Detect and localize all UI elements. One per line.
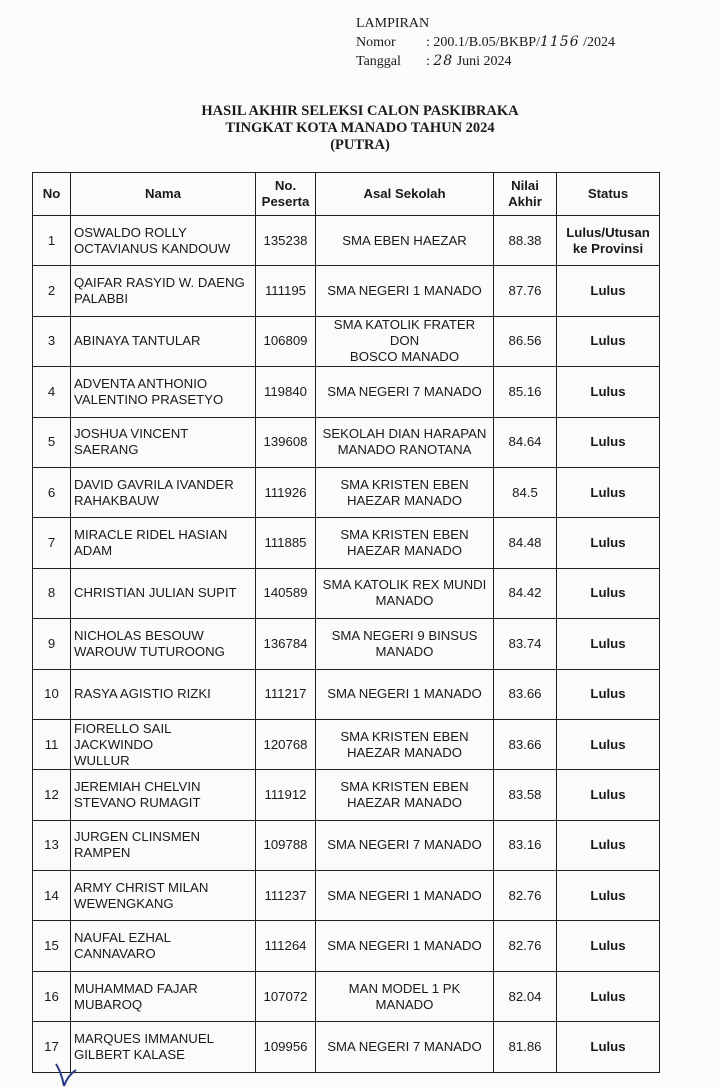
cell-sekolah-line-1: SMA NEGERI 1 MANADO: [327, 887, 482, 903]
cell-status: [557, 568, 660, 618]
table-row: [33, 1022, 660, 1072]
cell-sekolah: [316, 871, 494, 921]
cell-peserta-line-1: 107072: [263, 988, 308, 1004]
cell-nama-line-2: GILBERT KALASE: [74, 1046, 185, 1062]
cell-no: [33, 266, 71, 316]
header-nama: Nama: [71, 173, 256, 216]
cell-no: [33, 619, 71, 669]
cell-status-line-1: Lulus: [590, 1038, 626, 1054]
cell-status-line-1: Lulus: [590, 988, 626, 1004]
cell-peserta-line-1: 111237: [264, 887, 307, 903]
cell-nama: [71, 266, 256, 316]
cell-sekolah-line-1: SMA KRISTEN EBEN: [340, 778, 469, 794]
cell-nilai-line-1: 83.66: [508, 736, 542, 752]
cell-status: [557, 619, 660, 669]
cell-nama-line-1: NAUFAL EZHAL CANNAVARO: [74, 930, 171, 962]
table-row: [33, 216, 660, 266]
cell-nilai-line-1: 84.64: [508, 434, 542, 450]
cell-nilai-line-1: 83.66: [508, 686, 542, 702]
cell-peserta-line-1: 111195: [264, 283, 307, 299]
table-row: [33, 770, 660, 820]
pen-mark-icon: [52, 1062, 78, 1088]
cell-nilai: [494, 417, 557, 467]
cell-status: [557, 367, 660, 417]
title-line-1: HASIL AKHIR SELEKSI CALON PASKIBRAKA: [201, 103, 519, 119]
cell-no-line-1: 6: [47, 484, 56, 500]
cell-no-line-1: 1: [47, 232, 56, 248]
cell-nilai-line-1: 85.16: [508, 383, 542, 399]
cell-peserta-line-1: 119840: [263, 383, 308, 399]
table-row: [33, 417, 660, 467]
table-row: [33, 568, 660, 618]
cell-status-line-1: Lulus: [590, 887, 626, 903]
cell-status: [557, 669, 660, 719]
cell-peserta: [256, 971, 316, 1021]
results-table: [32, 172, 660, 1073]
cell-status: [557, 417, 660, 467]
cell-no-line-1: 5: [47, 434, 56, 450]
cell-nilai-line-1: 87.76: [508, 283, 542, 299]
cell-status-line-1: Lulus: [590, 635, 626, 651]
cell-nama: [71, 1022, 256, 1072]
cell-status: [557, 871, 660, 921]
header-nilai-line-1: Nilai: [511, 178, 539, 193]
cell-nama-line-1: ADVENTA ANTHONIO: [74, 375, 208, 391]
cell-no-line-1: 13: [44, 837, 59, 853]
tanggal-prefix: :: [426, 54, 434, 69]
cell-no: [33, 871, 71, 921]
cell-peserta-line-1: 109956: [263, 1038, 308, 1054]
cell-nilai: [494, 971, 557, 1021]
cell-sekolah: [316, 216, 494, 266]
cell-peserta: [256, 216, 316, 266]
table-row: [33, 719, 660, 769]
cell-status-line-1: Lulus: [590, 837, 626, 853]
cell-no: [33, 467, 71, 517]
cell-nama-line-2: VALENTINO PRASETYO: [74, 391, 224, 407]
cell-peserta: [256, 266, 316, 316]
cell-no-line-1: 12: [44, 786, 59, 802]
header-nilai-line-2: Akhir: [508, 194, 542, 209]
cell-peserta-line-1: 111264: [264, 938, 307, 954]
cell-no-line-1: 17: [44, 1038, 59, 1054]
cell-no-line-1: 3: [47, 333, 56, 349]
table-row: [33, 871, 660, 921]
cell-no: [33, 820, 71, 870]
cell-peserta-line-1: 135238: [263, 232, 308, 248]
cell-status-line-1: Lulus: [590, 484, 626, 500]
cell-peserta: [256, 518, 316, 568]
header-sekolah: Asal Sekolah: [316, 173, 494, 216]
table-row: [33, 971, 660, 1021]
cell-nama-line-2: MUBAROQ: [74, 996, 143, 1012]
cell-nama-line-1: JOSHUA VINCENT SAERANG: [74, 426, 189, 458]
cell-nama-line-2: WAROUW TUTUROONG: [74, 643, 225, 659]
cell-nama: [71, 568, 256, 618]
cell-status-line-1: Lulus: [590, 383, 626, 399]
cell-nilai-line-1: 84.5: [512, 484, 538, 500]
cell-nilai: [494, 871, 557, 921]
table-row: [33, 669, 660, 719]
cell-nama-line-2: ADAM: [74, 543, 113, 559]
cell-nama: [71, 417, 256, 467]
cell-peserta-line-1: 109788: [263, 837, 308, 853]
cell-peserta: [256, 619, 316, 669]
cell-nilai: [494, 216, 557, 266]
table-row: [33, 820, 660, 870]
cell-nilai-line-1: 82.76: [508, 887, 542, 903]
cell-nilai: [494, 770, 557, 820]
cell-sekolah-line-1: SMA KRISTEN EBEN: [340, 728, 469, 744]
cell-nama: [71, 367, 256, 417]
attachment-title: LAMPIRAN: [356, 16, 430, 31]
cell-no-line-1: 10: [44, 686, 59, 702]
cell-peserta-line-1: 111217: [264, 686, 307, 702]
cell-nama: [71, 770, 256, 820]
cell-status-line-2: ke Provinsi: [572, 240, 644, 256]
cell-nilai: [494, 316, 557, 366]
cell-status: [557, 467, 660, 517]
cell-status: [557, 770, 660, 820]
cell-sekolah-line-1: SMA NEGERI 9 BINSUS: [331, 627, 478, 643]
cell-nama-line-1: RASYA AGISTIO RIZKI: [74, 686, 211, 702]
cell-peserta: [256, 1022, 316, 1072]
table-row: [33, 921, 660, 971]
tanggal-row: [356, 52, 615, 71]
cell-peserta-line-1: 111926: [264, 484, 307, 500]
cell-sekolah: [316, 770, 494, 820]
cell-nilai-line-1: 84.42: [508, 585, 542, 601]
cell-no: [33, 568, 71, 618]
cell-sekolah-line-2: HAEZAR MANADO: [346, 744, 463, 760]
cell-nama-line-1: NICHOLAS BESOUW: [74, 627, 204, 643]
cell-nilai-line-1: 83.16: [508, 837, 542, 853]
cell-nama: [71, 820, 256, 870]
cell-sekolah: [316, 568, 494, 618]
cell-nama-line-1: MARQUES IMMANUEL: [74, 1030, 214, 1046]
table-header-row: [33, 173, 660, 216]
cell-no: [33, 417, 71, 467]
cell-nama-line-1: MUHAMMAD FAJAR: [74, 980, 198, 996]
cell-sekolah: [316, 367, 494, 417]
cell-no: [33, 921, 71, 971]
cell-peserta: [256, 417, 316, 467]
nomor-row: [356, 33, 615, 52]
cell-sekolah-line-1: SEKOLAH DIAN HARAPAN: [322, 426, 487, 442]
cell-nama: [71, 619, 256, 669]
cell-no: [33, 719, 71, 769]
cell-sekolah: [316, 669, 494, 719]
header-status: Status: [557, 173, 660, 216]
cell-sekolah: [316, 820, 494, 870]
cell-sekolah: [316, 518, 494, 568]
cell-peserta-line-1: 140589: [263, 585, 308, 601]
cell-nama: [71, 467, 256, 517]
cell-sekolah: [316, 971, 494, 1021]
cell-sekolah-line-1: SMA KRISTEN EBEN: [340, 476, 469, 492]
cell-sekolah-line-2: HAEZAR MANADO: [346, 794, 463, 810]
cell-status: [557, 216, 660, 266]
cell-nama: [71, 518, 256, 568]
nomor-prefix: : 200.1/B.05/BKBP/: [426, 35, 540, 50]
cell-status-line-1: Lulus: [590, 585, 626, 601]
cell-sekolah-line-2: MANADO: [375, 996, 434, 1012]
table-row: [33, 367, 660, 417]
cell-nama: [71, 316, 256, 366]
cell-nama-line-1: JEREMIAH CHELVIN: [74, 778, 201, 794]
cell-nama-line-1: CHRISTIAN JULIAN SUPIT: [74, 585, 237, 601]
cell-sekolah: [316, 316, 494, 366]
cell-sekolah-line-2: BOSCO MANADO: [349, 349, 460, 365]
cell-no: [33, 316, 71, 366]
cell-nilai: [494, 266, 557, 316]
cell-status-line-1: Lulus: [590, 434, 626, 450]
cell-no-line-1: 7: [47, 535, 56, 551]
cell-sekolah-line-1: SMA EBEN HAEZAR: [342, 232, 467, 248]
cell-sekolah-line-1: SMA NEGERI 7 MANADO: [327, 383, 482, 399]
cell-nama: [71, 871, 256, 921]
nomor-suffix: /2024: [579, 35, 615, 50]
cell-peserta: [256, 820, 316, 870]
cell-status: [557, 316, 660, 366]
cell-sekolah-line-1: SMA KATOLIK FRATER DON: [333, 317, 476, 349]
cell-nilai: [494, 820, 557, 870]
cell-sekolah-line-1: SMA NEGERI 7 MANADO: [327, 1038, 482, 1054]
cell-sekolah: [316, 719, 494, 769]
header-no: No: [33, 173, 71, 216]
cell-peserta: [256, 367, 316, 417]
tanggal-suffix: Juni 2024: [453, 54, 512, 69]
cell-sekolah: [316, 1022, 494, 1072]
cell-nama: [71, 216, 256, 266]
cell-peserta-line-1: 111912: [264, 786, 307, 802]
header-peserta: [256, 173, 316, 216]
cell-no-line-1: 8: [47, 585, 56, 601]
cell-sekolah: [316, 266, 494, 316]
header-peserta-line-2: Peserta: [261, 194, 310, 209]
cell-nilai-line-1: 82.04: [508, 988, 542, 1004]
cell-nama-line-2: WULLUR: [74, 752, 130, 768]
cell-status: [557, 921, 660, 971]
cell-nama-line-2: OCTAVIANUS KANDOUW: [74, 240, 231, 256]
cell-sekolah-line-1: SMA NEGERI 1 MANADO: [327, 283, 482, 299]
cell-peserta: [256, 921, 316, 971]
document-title: [0, 103, 720, 154]
cell-nilai-line-1: 86.56: [508, 333, 542, 349]
cell-nama-line-1: OSWALDO ROLLY: [74, 224, 187, 240]
cell-sekolah-line-2: HAEZAR MANADO: [346, 492, 463, 508]
cell-nama: [71, 669, 256, 719]
cell-nilai-line-1: 83.58: [508, 786, 542, 802]
tanggal-value: [426, 52, 512, 71]
cell-nilai: [494, 518, 557, 568]
cell-sekolah: [316, 619, 494, 669]
cell-sekolah-line-1: SMA NEGERI 1 MANADO: [327, 686, 482, 702]
cell-status: [557, 719, 660, 769]
cell-nilai-line-1: 81.86: [508, 1038, 542, 1054]
header-peserta-line-1: No.: [274, 178, 297, 193]
cell-sekolah-line-2: MANADO RANOTANA: [337, 442, 472, 458]
cell-nama-line-2: STEVANO RUMAGIT: [74, 794, 201, 810]
cell-nama-line-2: PALABBI: [74, 291, 128, 307]
cell-sekolah: [316, 467, 494, 517]
cell-nilai: [494, 921, 557, 971]
cell-nama-line-1: ARMY CHRIST MILAN: [74, 879, 209, 895]
cell-no-line-1: 15: [44, 938, 59, 954]
tanggal-label: Tanggal: [356, 54, 401, 69]
nomor-value: [426, 33, 615, 52]
cell-peserta: [256, 719, 316, 769]
cell-status-line-1: Lulus: [590, 938, 626, 954]
attachment-header: [356, 14, 615, 71]
nomor-label: Nomor: [356, 35, 396, 50]
table-row: [33, 316, 660, 366]
cell-status-line-1: Lulus: [590, 333, 626, 349]
cell-nilai: [494, 719, 557, 769]
cell-sekolah: [316, 417, 494, 467]
cell-no-line-1: 11: [44, 736, 59, 752]
table-body: [33, 216, 660, 1073]
cell-sekolah-line-2: HAEZAR MANADO: [346, 543, 463, 559]
cell-nama-line-1: MIRACLE RIDEL HASIAN: [74, 527, 228, 543]
cell-status: [557, 1022, 660, 1072]
cell-no-line-1: 9: [47, 635, 56, 651]
cell-nilai: [494, 367, 557, 417]
cell-nama-line-1: ABINAYA TANTULAR: [74, 333, 201, 349]
cell-nilai: [494, 1022, 557, 1072]
cell-status: [557, 518, 660, 568]
title-line-3: (PUTRA): [330, 137, 390, 153]
cell-status: [557, 266, 660, 316]
cell-no-line-1: 4: [47, 383, 56, 399]
cell-sekolah-line-1: MAN MODEL 1 PK: [348, 980, 461, 996]
cell-nilai: [494, 467, 557, 517]
cell-no-line-1: 2: [47, 283, 56, 299]
cell-no-line-1: 16: [44, 988, 59, 1004]
cell-nama-line-2: WEWENGKANG: [74, 895, 174, 911]
title-line-2: TINGKAT KOTA MANADO TAHUN 2024: [225, 120, 495, 136]
cell-nama-line-1: JURGEN CLINSMEN RAMPEN: [74, 829, 201, 861]
cell-no: [33, 216, 71, 266]
cell-status: [557, 971, 660, 1021]
cell-status: [557, 820, 660, 870]
cell-nama-line-2: RAHAKBAUW: [74, 492, 159, 508]
cell-peserta-line-1: 106809: [263, 333, 308, 349]
cell-peserta: [256, 316, 316, 366]
cell-nilai-line-1: 82.76: [508, 938, 542, 954]
cell-sekolah-line-2: MANADO: [375, 643, 434, 659]
cell-nilai: [494, 568, 557, 618]
cell-no: [33, 770, 71, 820]
cell-status-line-1: Lulus: [590, 686, 626, 702]
cell-no: [33, 669, 71, 719]
cell-sekolah-line-2: MANADO: [375, 593, 434, 609]
cell-nama-line-1: DAVID GAVRILA IVANDER: [74, 476, 234, 492]
cell-no: [33, 971, 71, 1021]
cell-status-line-1: Lulus: [590, 786, 626, 802]
table-row: [33, 467, 660, 517]
cell-nilai-line-1: 84.48: [508, 535, 542, 551]
cell-peserta-line-1: 136784: [263, 635, 308, 651]
cell-nama: [71, 921, 256, 971]
cell-sekolah-line-1: SMA KATOLIK REX MUNDI: [322, 577, 487, 593]
cell-peserta-line-1: 139608: [263, 434, 308, 450]
cell-nama: [71, 971, 256, 1021]
cell-nilai-line-1: 88.38: [508, 232, 542, 248]
cell-sekolah: [316, 921, 494, 971]
cell-sekolah-line-1: SMA KRISTEN EBEN: [340, 527, 469, 543]
cell-sekolah-line-1: SMA NEGERI 1 MANADO: [327, 938, 482, 954]
cell-nama-line-1: FIORELLO SAIL JACKWINDO: [74, 720, 171, 752]
cell-no-line-1: 14: [44, 887, 59, 903]
table-row: [33, 266, 660, 316]
table-row: [33, 518, 660, 568]
cell-status-line-1: Lulus: [590, 736, 626, 752]
cell-sekolah-line-1: SMA NEGERI 7 MANADO: [327, 837, 482, 853]
cell-peserta: [256, 871, 316, 921]
cell-peserta: [256, 568, 316, 618]
cell-nama-line-1: QAIFAR RASYID W. DAENG: [74, 275, 245, 291]
cell-no: [33, 518, 71, 568]
cell-nilai: [494, 669, 557, 719]
cell-no: [33, 367, 71, 417]
cell-status-line-1: Lulus/Utusan: [566, 224, 650, 240]
cell-nama: [71, 719, 256, 769]
cell-nilai: [494, 619, 557, 669]
nomor-handwritten: 1156: [539, 34, 580, 50]
cell-peserta: [256, 467, 316, 517]
cell-peserta-line-1: 120768: [263, 736, 308, 752]
cell-status-line-1: Lulus: [590, 283, 626, 299]
cell-peserta-line-1: 111885: [264, 535, 307, 551]
header-nilai: [494, 173, 557, 216]
cell-status-line-1: Lulus: [590, 535, 626, 551]
tanggal-handwritten: 28: [433, 53, 454, 69]
cell-peserta: [256, 770, 316, 820]
cell-nilai-line-1: 83.74: [508, 635, 542, 651]
table-row: [33, 619, 660, 669]
cell-peserta: [256, 669, 316, 719]
